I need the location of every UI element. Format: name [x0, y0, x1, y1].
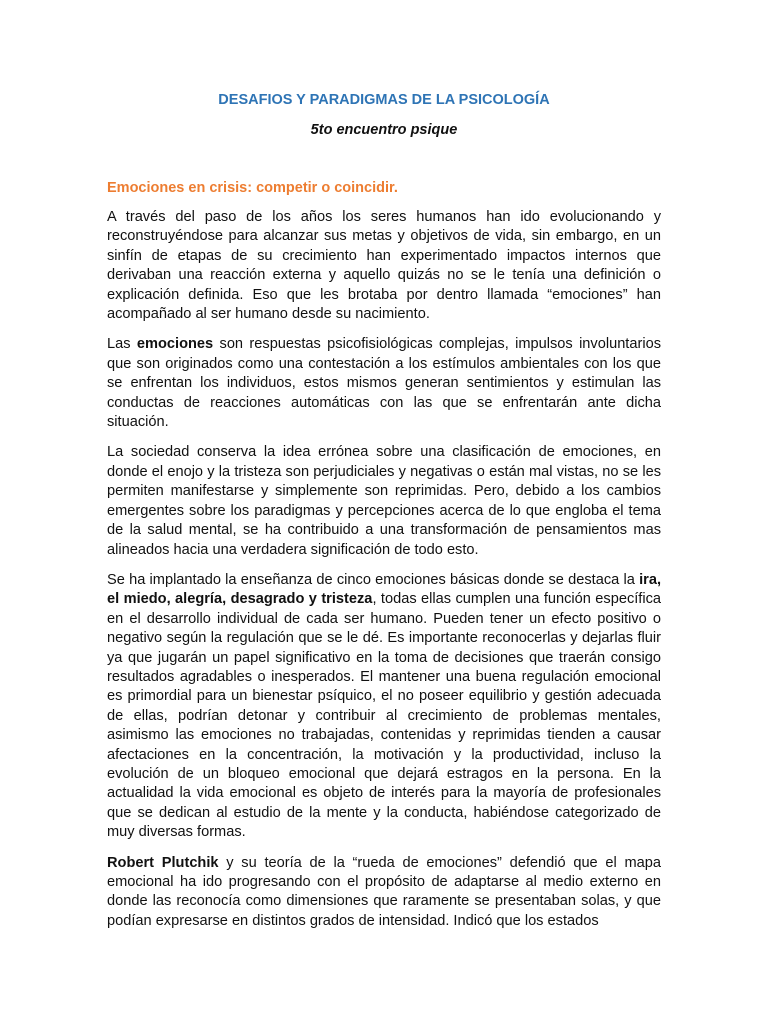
paragraph-5: [107, 854, 661, 932]
paragraph-5-text-after: y su teoría de la “rueda de emociones” defendió que el mapa emocional ha ido progresando con el propósito de adaptarse al medio externo en donde las reconocía como dimensiones que raramente se presentaban solas, y que podían expresarse en distintos grados de intensidad. Indicó que los estados: [107, 854, 662, 929]
paragraph-4: [107, 571, 661, 843]
paragraph-2-text-after: son respuestas psicofisiológicas complejas, impulsos involuntarios que son originados como una contestación a los estímulos ambientales con los que se enfrentan los individuos, estos mismos generan sentimientos y estimulan las conductas de reacciones automáticas con las que se enfrentarán ante dicha situación.: [107, 336, 661, 431]
document-subtitle: 5to encuentro psique: [310, 122, 458, 138]
paragraph-5-bold-author: Robert Plutchik: [107, 854, 219, 871]
paragraph-2-bold-term: emociones: [136, 336, 214, 353]
document-title: DESAFIOS Y PARADIGMAS DE LA PSICOLOGÍA: [218, 92, 550, 108]
document-body: [107, 208, 661, 942]
paragraph-4-text-before: Se ha implantado la enseñanza de cinco emociones básicas donde se destaca la: [107, 571, 640, 588]
paragraph-2-text-before: Las: [107, 336, 137, 353]
paragraph-2: [107, 335, 661, 432]
paragraph-3: La sociedad conserva la idea errónea sobre una clasificación de emociones, en donde el enojo y la tristeza son perjudiciales y negativas o están mal vistas, no se les permiten manifestarse y simplemente son reprimidas. Pero, debido a los cambios emergentes sobre los paradigmas y percepciones acerca de lo que engloba el tema de la salud mental, se ha contribuido a una transformación de pensamientos mas alineados hacia una verdadera significación de todo esto.: [107, 444, 661, 558]
paragraph-4-text-after: , todas ellas cumplen una función específica en el desarrollo individual de cada ser humano. Pueden tener un efecto positivo o negativo según la regulación que se le dé. Es importante reconocerlas y dejarlas fluir ya que jugarán un papel significativo en la toma de decisiones que traerán consigo resultados agradables o inesperados. El mantener una buena regulación emocional es primordial para un bienestar psíquico, el no poseer equilibrio y gestión adecuada de ellas, podrían detonar y contribuir al crecimiento de problemas mentales, asimismo las emociones no trabajadas, contenidas y reprimidas tienden a causar afectaciones en la concentración, la motivación y la productividad, incluso la evolución de un bloqueo emocional que dejará estragos en la persona. En la actualidad la vida emocional es objeto de interés para la mayoría de profesionales que se dedican al estudio de la mente y la conducta, habiéndose categorizado de muy diversas formas.: [107, 591, 662, 841]
paragraph-4-bold-emotions: ira, el miedo, alegría, desagrado y tristeza: [107, 571, 661, 608]
section-heading: Emociones en crisis: competir o coincidir.: [107, 180, 398, 196]
paragraph-1: A través del paso de los años los seres humanos han ido evolucionando y reconstruyéndose para alcanzar sus metas y objetivos de vida, sin embargo, en un sinfín de etapas de su crecimiento han experimentado impactos internos que derivaban una reacción externa y aquello quizás no se le tenía una definición o explicación definida. Eso que les brotaba por dentro llamada “emociones” han acompañado al ser humano desde su nacimiento.: [107, 209, 661, 323]
